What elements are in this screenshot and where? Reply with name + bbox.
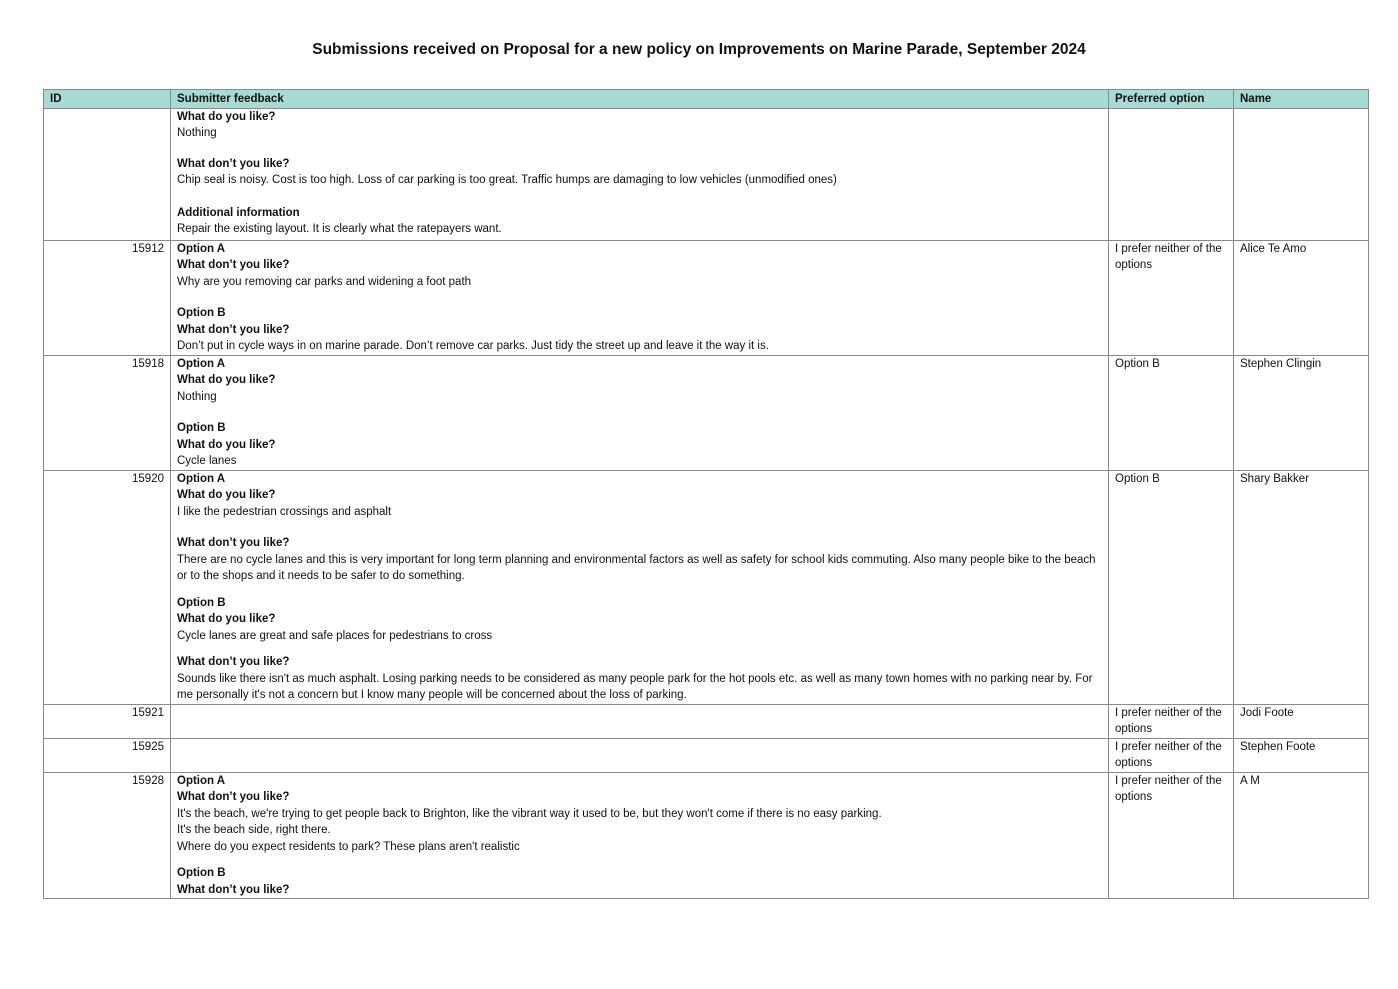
header-preferred-option: Preferred option [1109,90,1234,109]
row-name: A M [1234,772,1369,899]
table-row [44,108,1369,240]
header-id: ID [44,90,171,109]
row-preferred-option: Option B [1109,355,1234,470]
feedback-question: Additional information [177,206,300,219]
row-name: Stephen Clingin [1234,355,1369,470]
table-row [44,240,1369,355]
feedback-option-heading: Option B [177,596,226,609]
feedback-answer: Where do you expect residents to park? These plans aren't realistic [177,840,520,853]
row-feedback [171,240,1109,355]
submissions-table [43,89,1369,899]
table-row [44,704,1369,738]
row-id: 15912 [44,240,171,355]
row-preferred-option: I prefer neither of the options [1109,738,1234,772]
feedback-question: What do you like? [177,374,276,386]
row-name: Jodi Foote [1234,704,1369,738]
row-name: Stephen Foote [1234,738,1369,772]
row-id: 15921 [44,704,171,738]
feedback-question: What don’t you like? [177,323,290,336]
feedback-option-heading: Option A [177,472,226,485]
feedback-question: What do you like? [177,613,276,625]
feedback-option-heading: Option B [177,422,226,434]
feedback-question: What do you like? [177,438,276,451]
feedback-option-heading: Option A [177,242,226,255]
row-feedback [171,108,1109,240]
feedback-question: What don’t you like? [177,656,290,668]
row-feedback [171,704,1109,738]
row-name [1234,108,1369,240]
feedback-option-heading: Option B [177,867,226,879]
feedback-answer: Nothing [177,390,217,403]
row-id [44,108,171,240]
table-row [44,772,1369,899]
row-feedback [171,355,1109,470]
feedback-answer: It's the beach side, right there. [177,824,331,836]
row-preferred-option: Option B [1109,470,1234,704]
feedback-option-heading: Option A [177,774,226,787]
feedback-question: What don’t you like? [177,537,290,549]
table-row [44,470,1369,704]
row-preferred-option: I prefer neither of the options [1109,772,1234,899]
feedback-answer: There are no cycle lanes and this is very important for long term planning and environmental factors as well as safety for school kids commuting. Also many people bike to the beach or to the shops and it needs to be safer to do something. [177,553,1096,582]
feedback-answer: Cycle lanes are great and safe places for pedestrians to cross [177,629,493,642]
row-id: 15920 [44,470,171,704]
table-row [44,355,1369,470]
feedback-answer: Repair the existing layout. It is clearly what the ratepayers want. [177,223,502,235]
feedback-question: What don’t you like? [177,259,290,271]
row-preferred-option [1109,108,1234,240]
feedback-answer: I like the pedestrian crossings and asphalt [177,505,392,518]
header-name: Name [1234,90,1369,109]
row-name: Alice Te Amo [1234,240,1369,355]
row-preferred-option: I prefer neither of the options [1109,704,1234,738]
row-feedback [171,470,1109,704]
feedback-question: What do you like? [177,489,276,501]
table-row [44,738,1369,772]
feedback-answer: Why are you removing car parks and widening a foot path [177,275,472,288]
feedback-answer: It's the beach, we're trying to get people back to Brighton, like the vibrant way it used to be, but they won't come if there is no easy parking. [177,807,882,820]
row-feedback [171,738,1109,772]
feedback-option-heading: Option B [177,307,226,319]
feedback-question: What don’t you like? [177,157,290,170]
feedback-question: What don’t you like? [177,791,290,803]
row-id: 15928 [44,772,171,899]
header-feedback: Submitter feedback [171,90,1109,109]
feedback-answer: Sounds like there isn't as much asphalt. Losing parking needs to be considered as many people park for the hot pools etc. as well as many town homes with no parking near by. For me personally it's not a concern but I know many people will be concerned about the loss of parking. [177,672,1093,701]
document-title: Submissions received on Proposal for a new policy on Improvements on Marine Parade, September 2024 [312,41,1086,58]
feedback-option-heading: Option A [177,357,226,370]
row-name: Shary Bakker [1234,470,1369,704]
feedback-answer: Cycle lanes [177,455,237,467]
feedback-answer: Don’t put in cycle ways in on marine parade. Don’t remove car parks. Just tidy the street up and leave it the way it is. [177,340,769,352]
row-feedback [171,772,1109,899]
table-header-row [44,90,1369,109]
feedback-question: What don’t you like? [177,883,290,896]
feedback-question: What do you like? [177,110,276,123]
feedback-answer: Nothing [177,127,217,139]
row-id: 15925 [44,738,171,772]
row-id: 15918 [44,355,171,470]
feedback-answer: Chip seal is noisy. Cost is too high. Loss of car parking is too great. Traffic humps are damaging to low vehicles (unmodified ones) [177,174,837,186]
row-preferred-option: I prefer neither of the options [1109,240,1234,355]
